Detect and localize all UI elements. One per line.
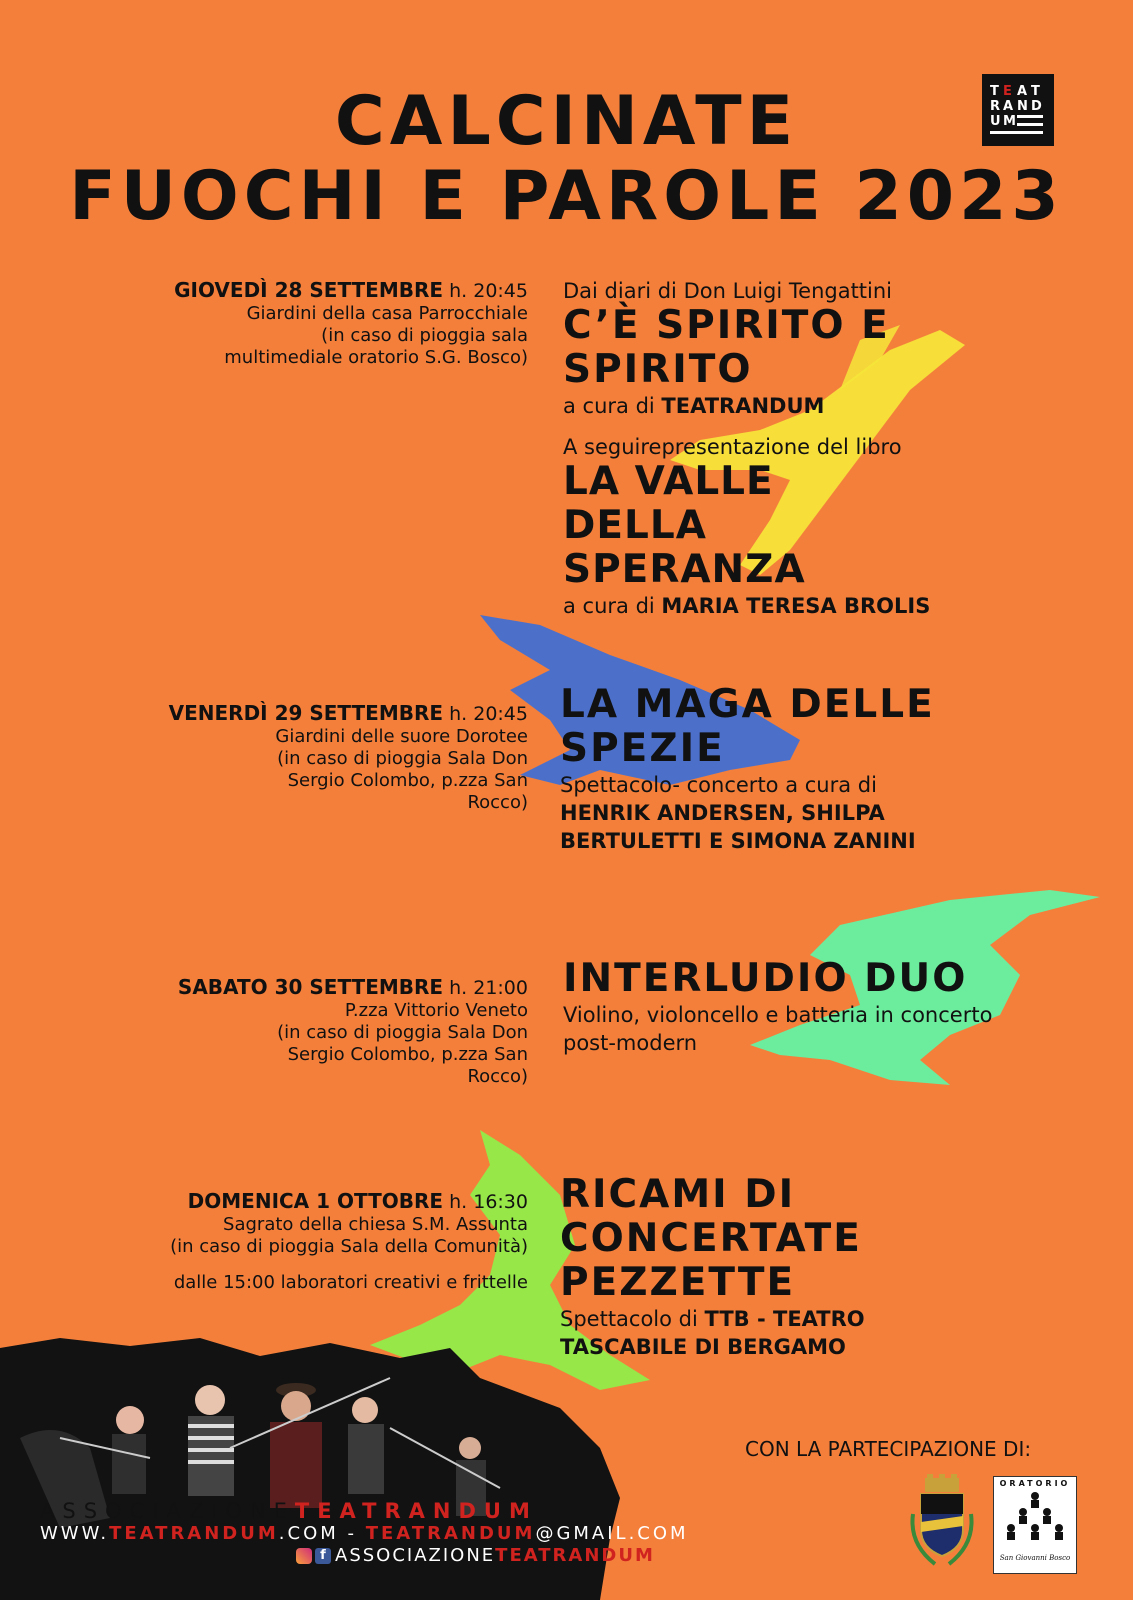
association-name-a: ASSOCIAZIONE <box>40 1499 295 1523</box>
website-a: WWW. <box>40 1523 110 1544</box>
event-1-title2: LA VALLE DELLA SPERANZA <box>563 459 806 592</box>
event-1-credit2: MARIA TERESA BROLIS <box>661 594 931 618</box>
svg-text:T: T <box>1031 84 1040 99</box>
event-2-desc: Spettacolo- concerto a cura di <box>560 773 877 797</box>
event-4-place: Sagrato della chiesa S.M. Assunta <box>223 1214 528 1235</box>
svg-text:A: A <box>1017 84 1028 99</box>
svg-text:N: N <box>1017 99 1028 114</box>
instagram-icon <box>296 1548 312 1564</box>
event-2-title: LA MAGA DELLE SPEZIE <box>560 682 935 771</box>
email-b: @GMAIL.COM <box>535 1523 689 1544</box>
event-4-day: DOMENICA 1 OTTOBRE <box>187 1189 444 1213</box>
event-3-desc: Violino, violoncello e batteria in concerto post-modern <box>563 1003 993 1055</box>
event-1-title: C’È SPIRITO E SPIRITO <box>563 303 890 392</box>
event-1-credit2-line <box>563 592 1103 620</box>
svg-text:M: M <box>1003 114 1016 129</box>
event-2-hour: h. 20:45 <box>449 703 528 725</box>
website-c: .COM - <box>278 1523 366 1544</box>
event-2-place: Giardini delle suore Dorotee <box>275 726 528 747</box>
event-1-credit2-prefix: a cura di <box>563 594 662 618</box>
website-email[interactable] <box>40 1523 689 1544</box>
event-4-info <box>60 1190 528 1294</box>
svg-text:T: T <box>990 84 999 99</box>
oratorio-logo-top: ORATORIO <box>999 1479 1071 1488</box>
teatrandum-logo <box>982 74 1054 146</box>
svg-text:U: U <box>990 114 1001 129</box>
event-4-title: RICAMI DI CONCERTATE PEZZETTE <box>560 1172 862 1305</box>
social-a: ASSOCIAZIONE <box>335 1545 496 1566</box>
event-2-info <box>60 702 528 814</box>
event-1-info <box>60 279 528 369</box>
event-3-details <box>563 957 1103 1057</box>
event-4-rain: (in caso di pioggia Sala della Comunità) <box>170 1236 528 1257</box>
event-4-details <box>560 1173 1100 1361</box>
event-3-title: INTERLUDIO DUO <box>563 956 968 1001</box>
event-4-credit: TTB - TEATRO TASCABILE DI BERGAMO <box>560 1307 865 1359</box>
event-1-credit: TEATRANDUM <box>661 394 825 418</box>
event-4-extra: dalle 15:00 laboratori creativi e frittelle <box>173 1272 528 1293</box>
event-2-details <box>560 683 1100 855</box>
event-1-place: Giardini della casa Parrocchiale <box>246 303 528 324</box>
event-1-rain: (in caso di pioggia sala multimediale oratorio S.G. Bosco) <box>224 325 528 368</box>
oratorio-logo-bottom: San Giovanni Bosco <box>999 1554 1071 1562</box>
email-a: TEATRANDUM <box>365 1523 536 1544</box>
association-name-b: TEATRANDUM <box>294 1499 538 1523</box>
oratorio-logo <box>993 1476 1077 1574</box>
event-1-hour: h. 20:45 <box>449 280 528 302</box>
event-2-credit: HENRIK ANDERSEN, SHILPA BERTULETTI E SIMONA ZANINI <box>560 801 916 853</box>
svg-text:E: E <box>1003 84 1012 99</box>
event-4-desc-prefix: Spettacolo di <box>560 1307 705 1331</box>
people-pyramid-icon <box>994 1488 1076 1550</box>
event-1-credit-line <box>563 392 1103 420</box>
event-3-info <box>60 976 528 1088</box>
social-b: TEATRANDUM <box>495 1545 655 1566</box>
event-2-rain: (in caso di pioggia Sala Don Sergio Colombo, p.zza San Rocco) <box>277 748 528 813</box>
event-2-day: VENERDÌ 29 SETTEMBRE <box>168 701 444 725</box>
svg-text:D: D <box>1031 99 1042 114</box>
event-4-hour: h. 16:30 <box>449 1191 528 1213</box>
event-1-details <box>563 278 1103 620</box>
event-1-day: GIOVEDÌ 28 SETTEMBRE <box>174 278 444 302</box>
association-name <box>40 1499 538 1523</box>
svg-text:R: R <box>990 99 1001 114</box>
event-1-credit-prefix: a cura di <box>563 394 662 418</box>
event-3-hour: h. 21:00 <box>449 977 528 999</box>
event-1-pre: Dai diari di Don Luigi Tengattini <box>563 279 893 303</box>
event-3-day: SABATO 30 SETTEMBRE <box>177 975 444 999</box>
svg-text:A: A <box>1003 99 1014 114</box>
website-b: TEATRANDUM <box>109 1523 279 1544</box>
event-1-pre2: A seguirepresentazione del libro <box>563 435 902 459</box>
social-handle[interactable] <box>296 1545 655 1566</box>
title-line-2: FUOCHI E PAROLE 2023 <box>69 157 1064 236</box>
event-3-rain: (in caso di pioggia Sala Don Sergio Colombo, p.zza San Rocco) <box>277 1022 528 1087</box>
event-3-place: P.zza Vittorio Veneto <box>344 1000 528 1021</box>
partners-label: CON LA PARTECIPAZIONE DI: <box>745 1437 1032 1461</box>
title-line-1: CALCINATE <box>334 82 799 161</box>
facebook-icon: f <box>315 1548 331 1564</box>
municipality-crest-icon <box>905 1474 979 1572</box>
